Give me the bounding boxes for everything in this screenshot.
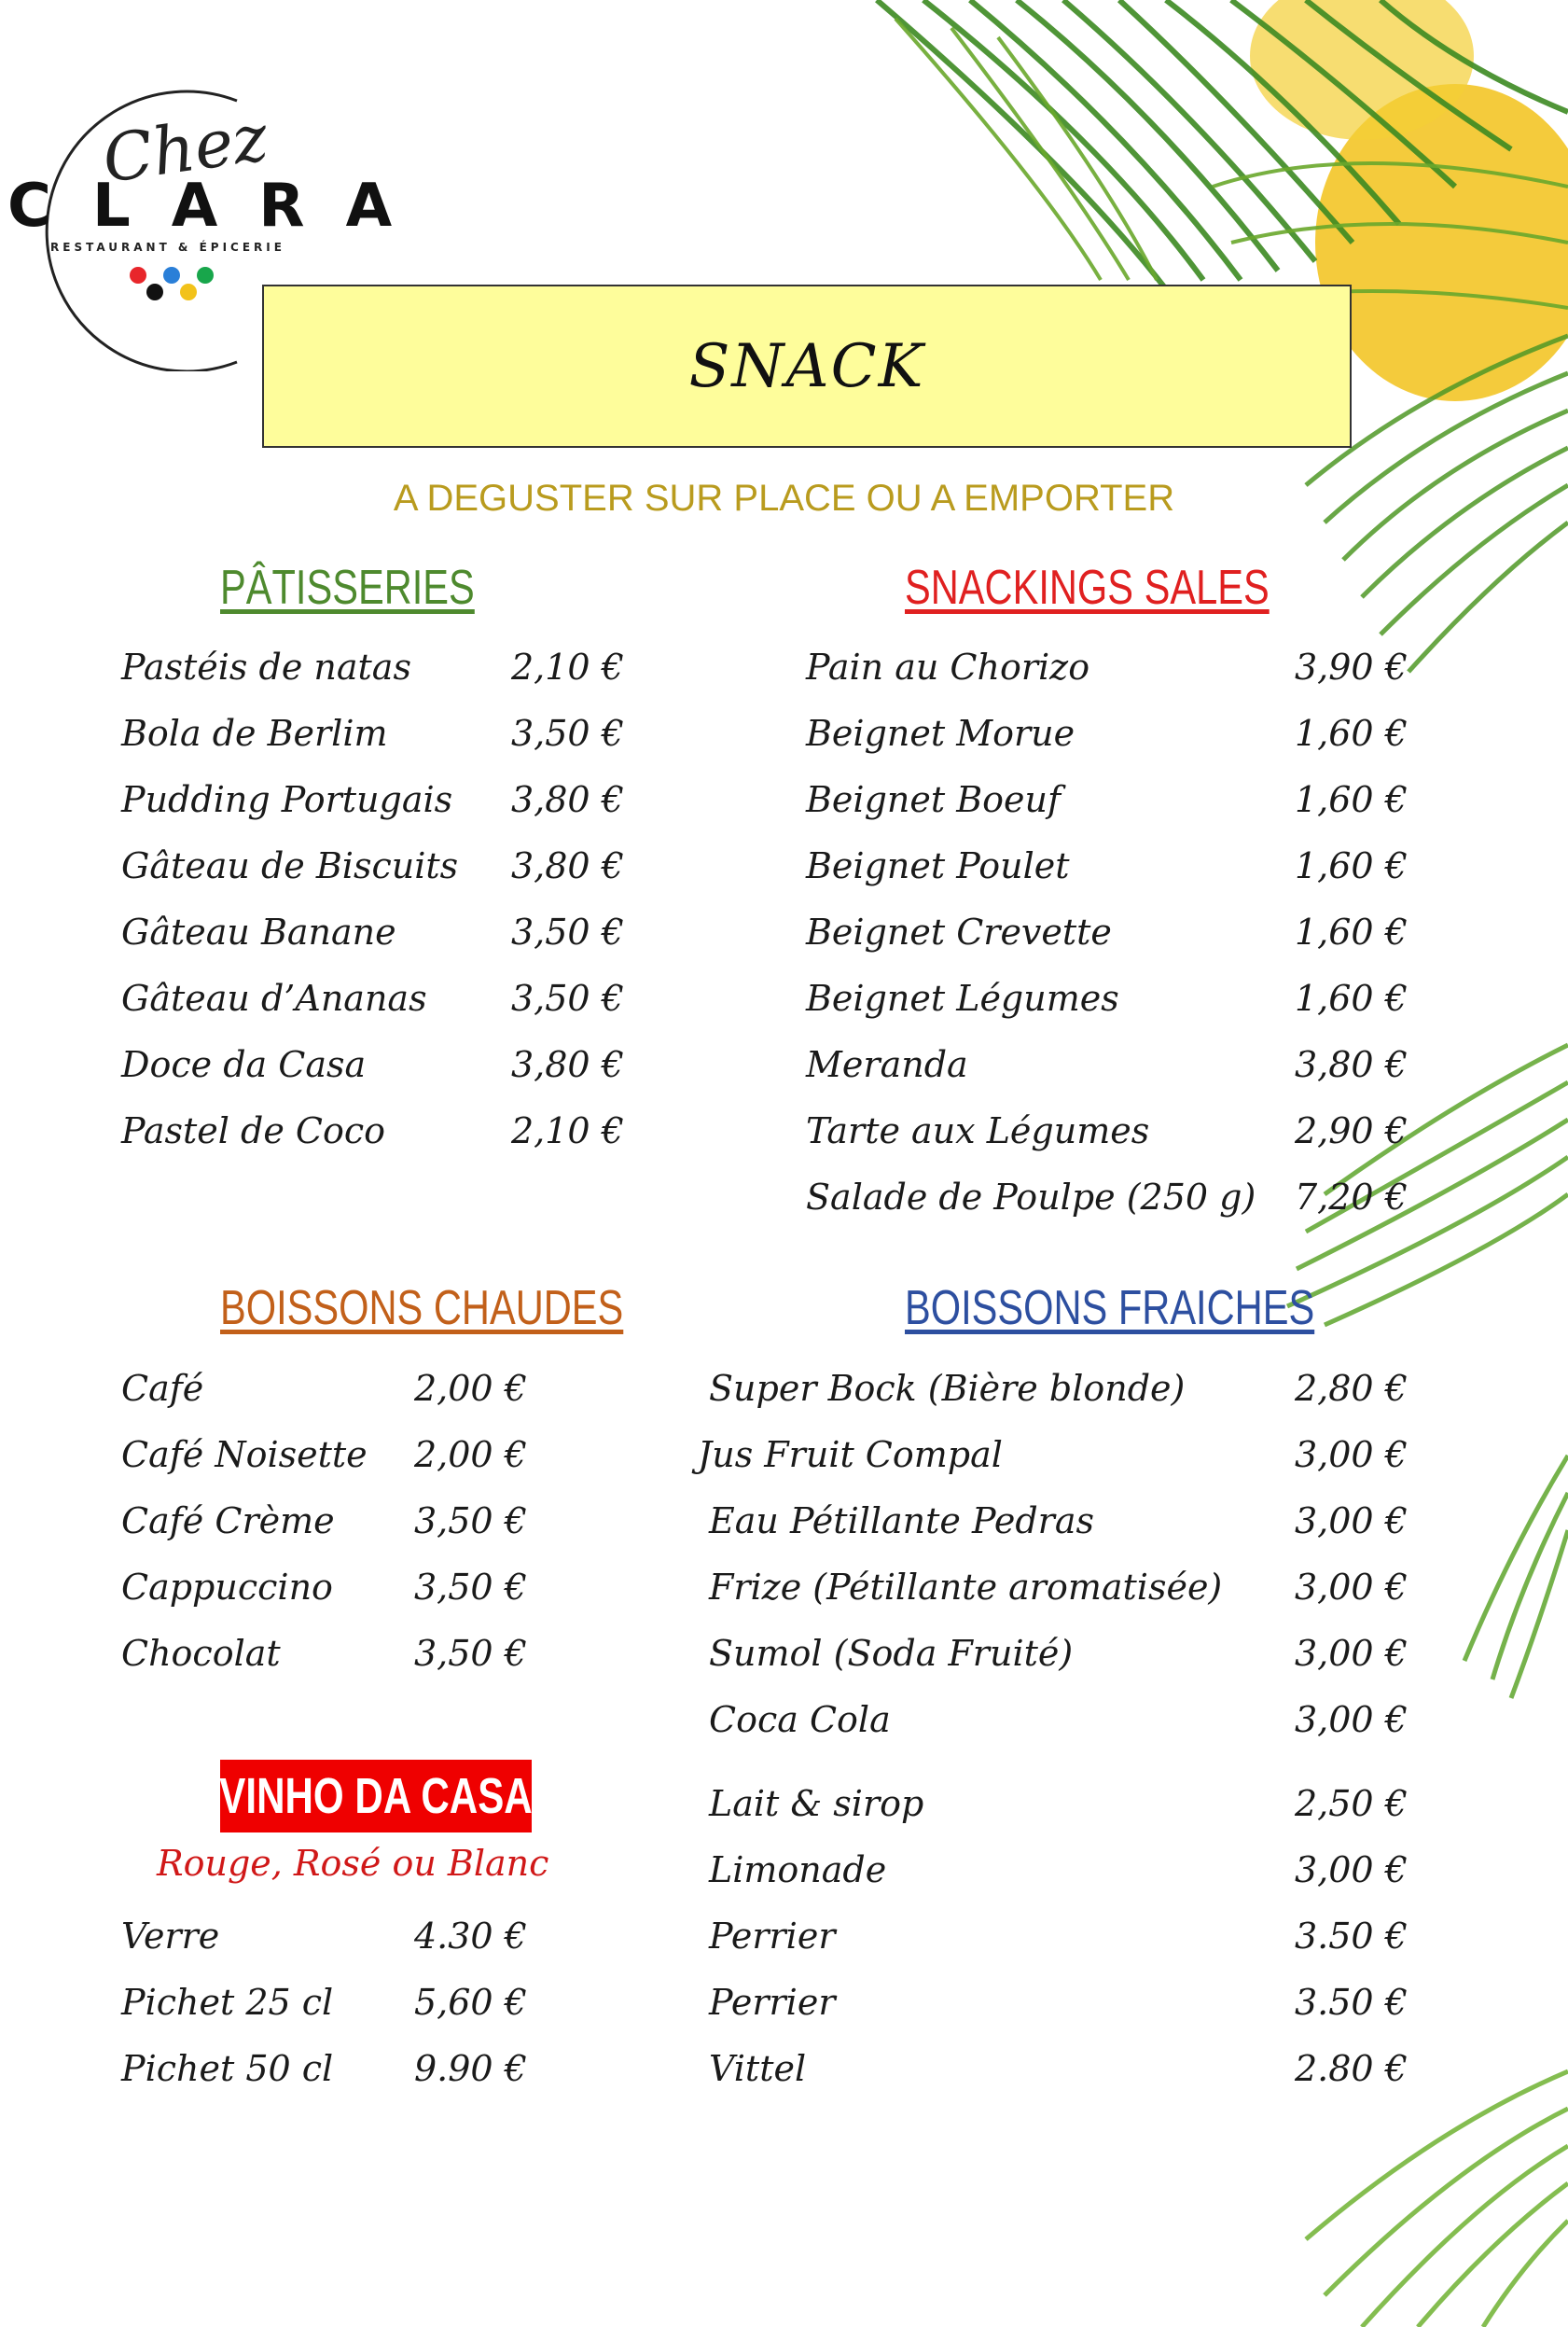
page-title: SNACK <box>688 331 925 401</box>
item-price: 5,60 € <box>414 1982 527 2023</box>
item-price: 2,10 € <box>511 647 624 688</box>
item-price: 3,80 € <box>1295 1044 1408 1085</box>
logo-name: CLARA <box>7 172 434 241</box>
logo-dot-yellow <box>180 284 197 300</box>
item-name: Beignet Crevette <box>806 912 1112 953</box>
item-price: 2,50 € <box>1295 1783 1408 1824</box>
item-name: Doce da Casa <box>121 1044 367 1085</box>
item-price: 9.90 € <box>414 2048 527 2089</box>
logo-tagline: RESTAURANT & ÉPICERIE <box>50 241 285 254</box>
item-name: Pain au Chorizo <box>806 647 1090 688</box>
item-name: Pastel de Coco <box>121 1110 386 1151</box>
item-name: Coca Cola <box>709 1699 891 1740</box>
item-price: 3,50 € <box>414 1567 527 1608</box>
item-name: Super Bock (Bière blonde) <box>709 1368 1186 1409</box>
item-price: 3.50 € <box>1295 1982 1408 2023</box>
item-price: 3,80 € <box>511 845 624 886</box>
item-name: Tarte aux Légumes <box>806 1110 1150 1151</box>
heading-boissons-chaudes: BOISSONS CHAUDES <box>220 1281 624 1335</box>
item-price: 3,50 € <box>414 1500 527 1541</box>
item-name: Meranda <box>806 1044 968 1085</box>
item-name: Pudding Portugais <box>121 779 453 820</box>
item-price: 2,00 € <box>414 1434 527 1475</box>
item-name: Beignet Poulet <box>806 845 1070 886</box>
item-price: 3,00 € <box>1295 1699 1408 1740</box>
item-price: 1,60 € <box>1295 978 1408 1019</box>
item-price: 3,00 € <box>1295 1567 1408 1608</box>
item-name: Pichet 25 cl <box>121 1982 334 2023</box>
item-price: 2.80 € <box>1295 2048 1408 2089</box>
item-name: Frize (Pétillante aromatisée) <box>709 1567 1223 1608</box>
item-name: Café Noisette <box>121 1434 368 1475</box>
item-price: 3,80 € <box>511 779 624 820</box>
item-name: Gâteau d’Ananas <box>121 978 427 1019</box>
heading-snackings: SNACKINGS SALES <box>905 561 1270 615</box>
item-name: Beignet Morue <box>806 713 1075 754</box>
logo-dot-green <box>197 267 214 284</box>
item-name: Sumol (Soda Fruité) <box>709 1633 1074 1674</box>
item-price: 2,80 € <box>1295 1368 1408 1409</box>
item-price: 2,00 € <box>414 1368 527 1409</box>
item-name: Salade de Poulpe (250 g) <box>806 1177 1256 1218</box>
logo-dot-black <box>146 284 163 300</box>
item-name: Perrier <box>709 1916 836 1957</box>
heading-vinho: VINHO DA CASA <box>219 1768 533 1824</box>
item-price: 3,80 € <box>511 1044 624 1085</box>
vinho-subheading: Rouge, Rosé ou Blanc <box>157 1843 549 1884</box>
item-name: Pastéis de natas <box>121 647 411 688</box>
item-name: Café <box>121 1368 204 1409</box>
item-name: Beignet Légumes <box>806 978 1119 1019</box>
item-price: 3,50 € <box>414 1633 527 1674</box>
item-price: 3,90 € <box>1295 647 1408 688</box>
item-price: 3,50 € <box>511 978 624 1019</box>
item-price: 1,60 € <box>1295 779 1408 820</box>
item-price: 2,10 € <box>511 1110 624 1151</box>
item-name: Vittel <box>709 2048 807 2089</box>
item-name: Bola de Berlim <box>121 713 388 754</box>
logo-chez: Chez <box>98 99 272 198</box>
subtitle: A DEGUSTER SUR PLACE OU A EMPORTER <box>393 478 1175 519</box>
item-price: 3,00 € <box>1295 1633 1408 1674</box>
item-price: 7,20 € <box>1295 1177 1408 1218</box>
item-name: Limonade <box>709 1849 887 1890</box>
item-price: 1,60 € <box>1295 845 1408 886</box>
item-name: Chocolat <box>121 1633 281 1674</box>
item-price: 2,90 € <box>1295 1110 1408 1151</box>
logo-dot-red <box>130 267 146 284</box>
logo-dots <box>127 263 220 306</box>
heading-boissons-fraiches: BOISSONS FRAICHES <box>905 1281 1315 1335</box>
item-name: Lait & sirop <box>709 1783 924 1824</box>
item-name: Jus Fruit Compal <box>698 1434 1003 1475</box>
item-name: Gâteau Banane <box>121 912 396 953</box>
item-price: 3.50 € <box>1295 1916 1408 1957</box>
item-name: Cappuccino <box>121 1567 333 1608</box>
heading-patisseries: PÂTISSERIES <box>220 561 475 615</box>
item-price: 1,60 € <box>1295 912 1408 953</box>
item-name: Beignet Boeuf <box>806 779 1062 820</box>
item-price: 3,50 € <box>511 713 624 754</box>
item-price: 3,00 € <box>1295 1500 1408 1541</box>
vinho-badge <box>220 1760 532 1832</box>
item-price: 3,00 € <box>1295 1849 1408 1890</box>
item-price: 4.30 € <box>414 1916 527 1957</box>
item-name: Gâteau de Biscuits <box>121 845 459 886</box>
item-name: Pichet 50 cl <box>121 2048 334 2089</box>
item-name: Café Crème <box>121 1500 335 1541</box>
item-name: Perrier <box>709 1982 836 2023</box>
logo-dot-blue <box>163 267 180 284</box>
item-name: Eau Pétillante Pedras <box>709 1500 1094 1541</box>
item-name: Verre <box>121 1916 220 1957</box>
item-price: 3,00 € <box>1295 1434 1408 1475</box>
title-banner <box>262 285 1352 448</box>
item-price: 1,60 € <box>1295 713 1408 754</box>
item-price: 3,50 € <box>511 912 624 953</box>
